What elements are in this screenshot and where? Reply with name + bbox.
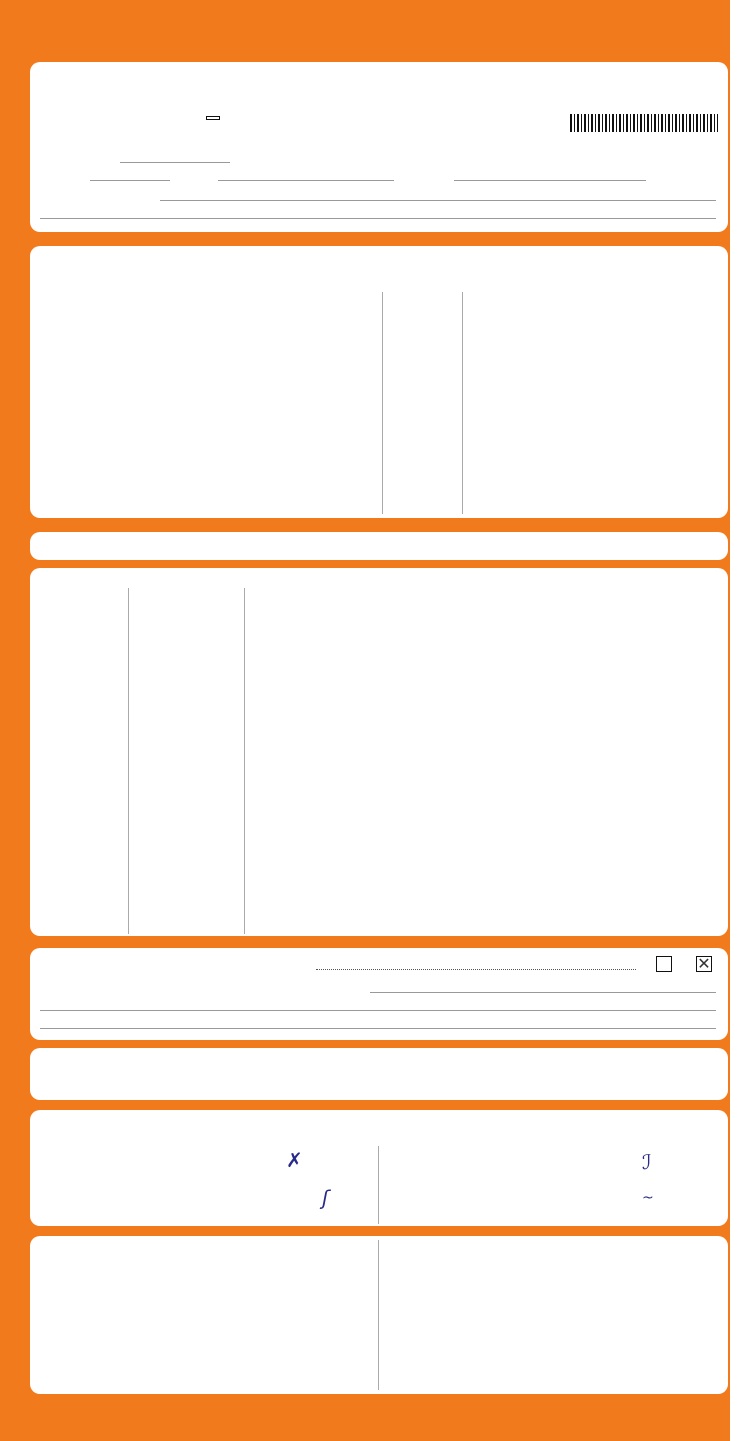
incidentes-panel — [30, 948, 728, 1040]
no-checkbox[interactable]: ✕ — [697, 954, 711, 973]
incidentes-line-1 — [370, 992, 716, 993]
urna-panel — [30, 532, 728, 560]
constancia-panel — [30, 246, 728, 518]
secretario-firma: ℐ — [642, 1150, 652, 1174]
seccion-line — [90, 180, 170, 181]
header-panel — [30, 62, 728, 232]
distrito-line — [120, 162, 230, 163]
presidente-firma: ✗ — [286, 1148, 303, 1172]
acta-subtitle — [206, 116, 220, 120]
mesa-center-divider — [378, 1146, 379, 1224]
incidentes-dots — [316, 969, 636, 970]
repr-center-divider — [378, 1240, 379, 1390]
resultados-divider-1 — [128, 588, 129, 934]
col-divider-1 — [382, 292, 383, 514]
si-checkbox[interactable] — [656, 956, 672, 972]
col-divider-2 — [462, 292, 463, 514]
incidentes-line-2 — [40, 1010, 716, 1011]
right-barcode-strip — [730, 0, 756, 1441]
incidentes-line-3 — [40, 1028, 716, 1029]
mesa-panel — [30, 1110, 728, 1226]
casilla-line — [218, 180, 394, 181]
ubicacion-line — [160, 200, 716, 201]
escrutador2-firma: ~ — [642, 1190, 654, 1206]
resultados-panel — [30, 568, 728, 936]
representantes-panel — [30, 1236, 728, 1394]
resultados-divider-2 — [244, 588, 245, 934]
ubicacion-line-2 — [40, 218, 716, 219]
municipio-line — [454, 180, 646, 181]
escrutador1-firma: ʃ — [322, 1186, 329, 1210]
barcode — [570, 114, 718, 132]
cierre-panel — [30, 1048, 728, 1100]
